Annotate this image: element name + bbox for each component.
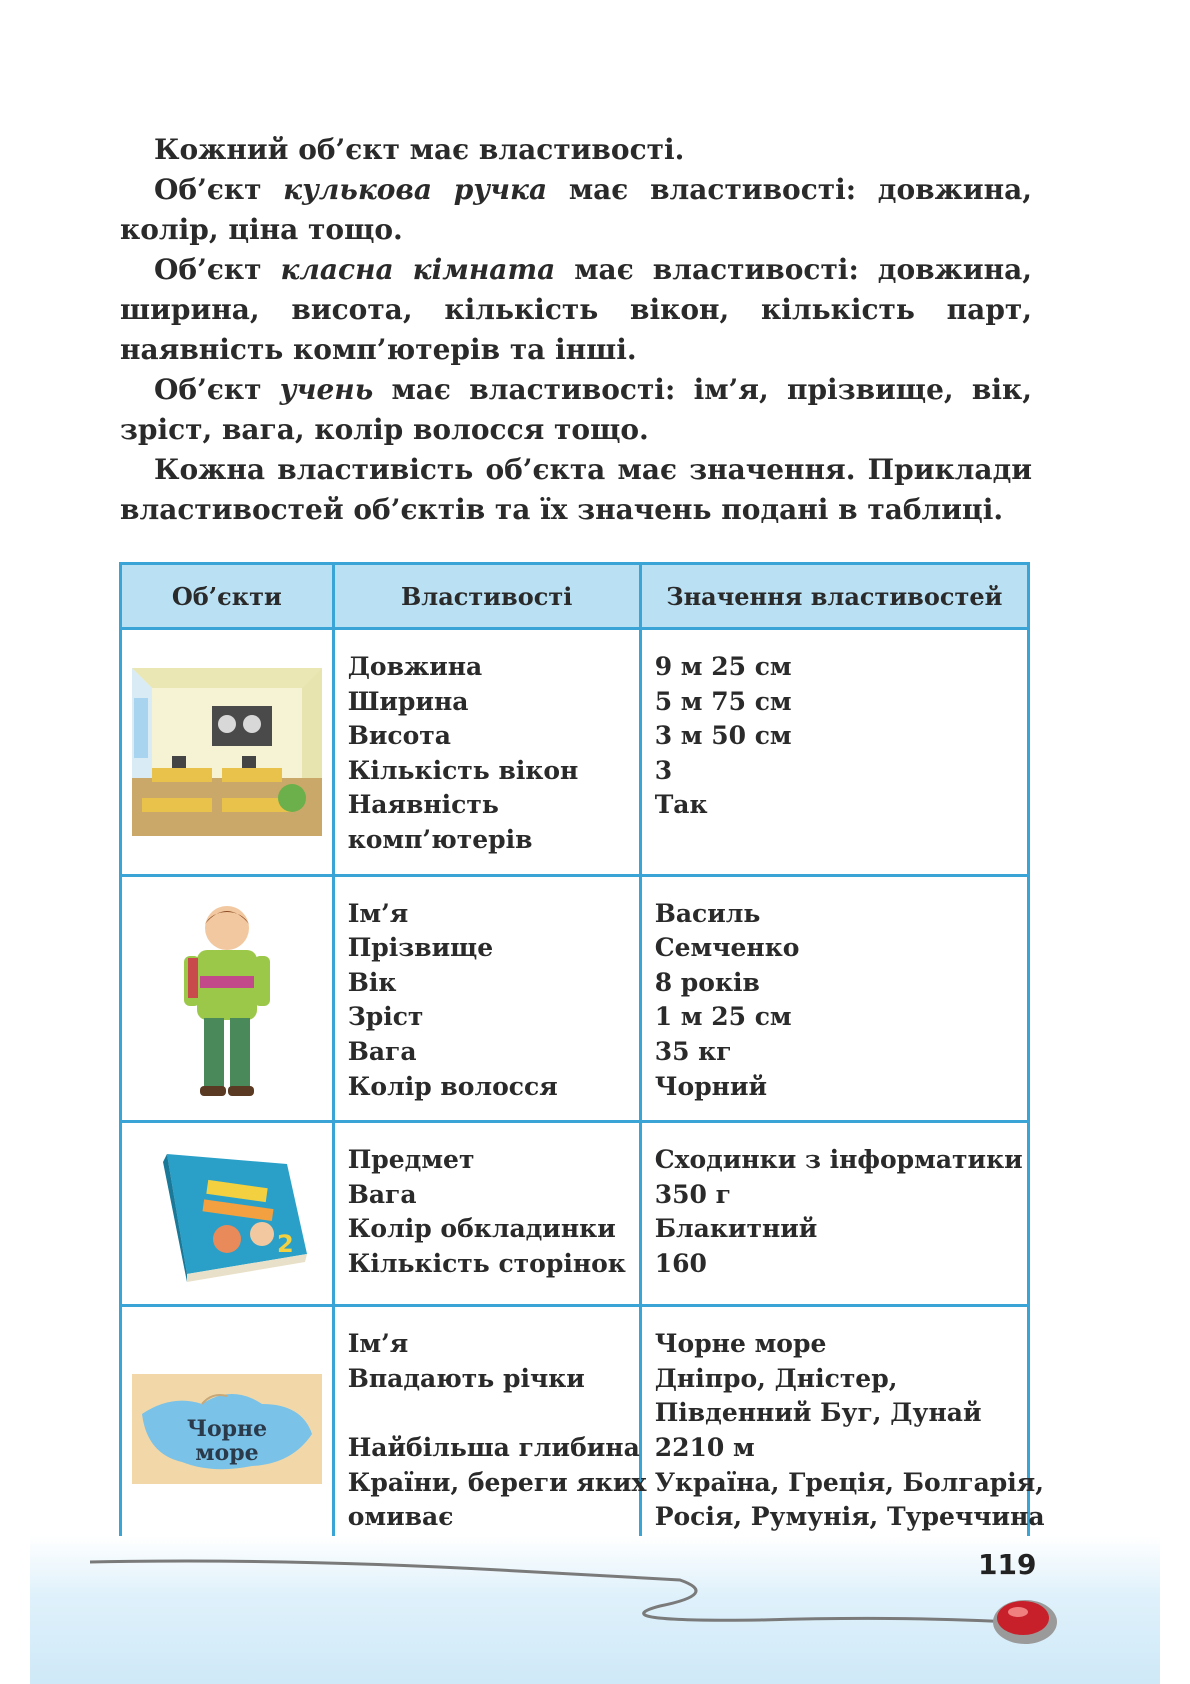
value-line: Блакитний [654, 1214, 818, 1244]
footer-mouse-cord [80, 1550, 1080, 1684]
property-line: Колір обкладинки [347, 1214, 616, 1244]
paragraph-4: Об’єкт учень має властивості: ім’я, прізвище, вік, зріст, вага, колір волосся тощо. [120, 373, 1032, 446]
value-line: Так [654, 790, 708, 820]
value-line: 8 років [654, 967, 760, 997]
student-image [121, 875, 334, 1122]
page-number: 119 [978, 1548, 1037, 1581]
paragraph-1: Кожний об’єкт має властивості. [154, 133, 685, 166]
body-text [120, 130, 1032, 530]
property-line: омиває [347, 1502, 454, 1532]
property-line: Впадають річки [347, 1363, 585, 1393]
values-cell [640, 1122, 1028, 1306]
property-line [348, 1396, 639, 1431]
value-line: Семченко [654, 933, 800, 963]
value-line: Сходинки з інформатики [654, 1145, 1023, 1175]
values-cell [640, 1306, 1045, 1553]
book-illustration [137, 1144, 317, 1284]
value-line: 3 [654, 755, 673, 785]
header-objects: Об’єкти [121, 564, 334, 629]
map-label-line-2: море [195, 1439, 259, 1466]
property-line: Країни, береги яких [347, 1467, 647, 1497]
value-line: Росія, Румунія, Туреччина [654, 1502, 1045, 1532]
header-properties: Властивості [333, 564, 640, 629]
value-line: Україна, Греція, Болгарія, [654, 1467, 1044, 1497]
property-line: Кількість вікон [347, 755, 579, 785]
property-line: комп’ютерів [347, 824, 533, 854]
properties-cell [333, 875, 640, 1122]
classroom-image [121, 629, 334, 876]
black-sea-map [132, 1374, 322, 1484]
table-row [121, 875, 1029, 1122]
value-line: Дніпро, Дністер, [654, 1363, 898, 1393]
value-line: 1 м 25 см [654, 1002, 792, 1032]
property-line: Кількість сторінок [347, 1248, 626, 1278]
property-line: Вік [347, 967, 397, 997]
property-line: Предмет [347, 1145, 475, 1175]
classroom-illustration [132, 668, 322, 836]
value-line: 160 [654, 1248, 707, 1278]
book-cover-number: 2 [276, 1229, 294, 1258]
value-line: 5 м 75 см [654, 686, 792, 716]
paragraph-3: Об’єкт класна кімната має властивості: довжина, ширина, висота, кількість вікон, кількість парт, наявність комп’ютерів та інші. [120, 253, 1033, 366]
properties-table [119, 562, 1045, 1554]
property-line: Висота [347, 721, 451, 751]
property-line: Вага [347, 1036, 417, 1066]
value-line: 350 г [654, 1179, 731, 1209]
property-line: Наявність [347, 790, 499, 820]
value-line: 2210 м [654, 1432, 755, 1462]
properties-cell [333, 1306, 647, 1553]
student-illustration [172, 898, 282, 1098]
property-line: Найбільша глибина [347, 1432, 640, 1462]
values-cell [640, 875, 1028, 1122]
property-line: Колір волосся [347, 1071, 558, 1101]
value-line: 3 м 50 см [654, 721, 792, 751]
paragraph-5: Кожна властивість об’єкта має значення. Приклади властивостей об’єктів та їх значень подані в таблиці. [120, 453, 1032, 526]
value-line: Чорне море [654, 1329, 827, 1359]
value-line: Чорний [654, 1071, 768, 1101]
value-line: 9 м 25 см [654, 652, 792, 681]
paragraph-2: Об’єкт кулькова ручка має властивості: довжина, колір, ціна тощо. [120, 173, 1033, 246]
properties-cell [333, 1122, 640, 1306]
property-line: Ім’я [347, 898, 409, 928]
value-line: Василь [654, 898, 761, 928]
table-row [121, 629, 1029, 876]
property-line: Ім’я [347, 1329, 409, 1359]
property-line: Ширина [347, 686, 469, 716]
table-header-row [121, 564, 1029, 629]
value-line: 35 кг [654, 1036, 732, 1066]
value-line: Південний Буг, Дунай [654, 1398, 982, 1428]
table-row [121, 1306, 1029, 1553]
property-line: Зріст [347, 1002, 424, 1032]
property-line: Довжина [347, 652, 483, 681]
table-row [121, 1122, 1029, 1306]
property-line: Прізвище [347, 933, 494, 963]
properties-cell [333, 629, 640, 876]
property-line: Вага [347, 1179, 417, 1209]
computer-mouse-icon [990, 1592, 1060, 1648]
book-image [121, 1122, 334, 1306]
values-cell [640, 629, 1028, 876]
map-label-line-1: Чорне [186, 1415, 267, 1442]
map-image [121, 1306, 334, 1553]
header-values: Значення властивостей [640, 564, 1028, 629]
